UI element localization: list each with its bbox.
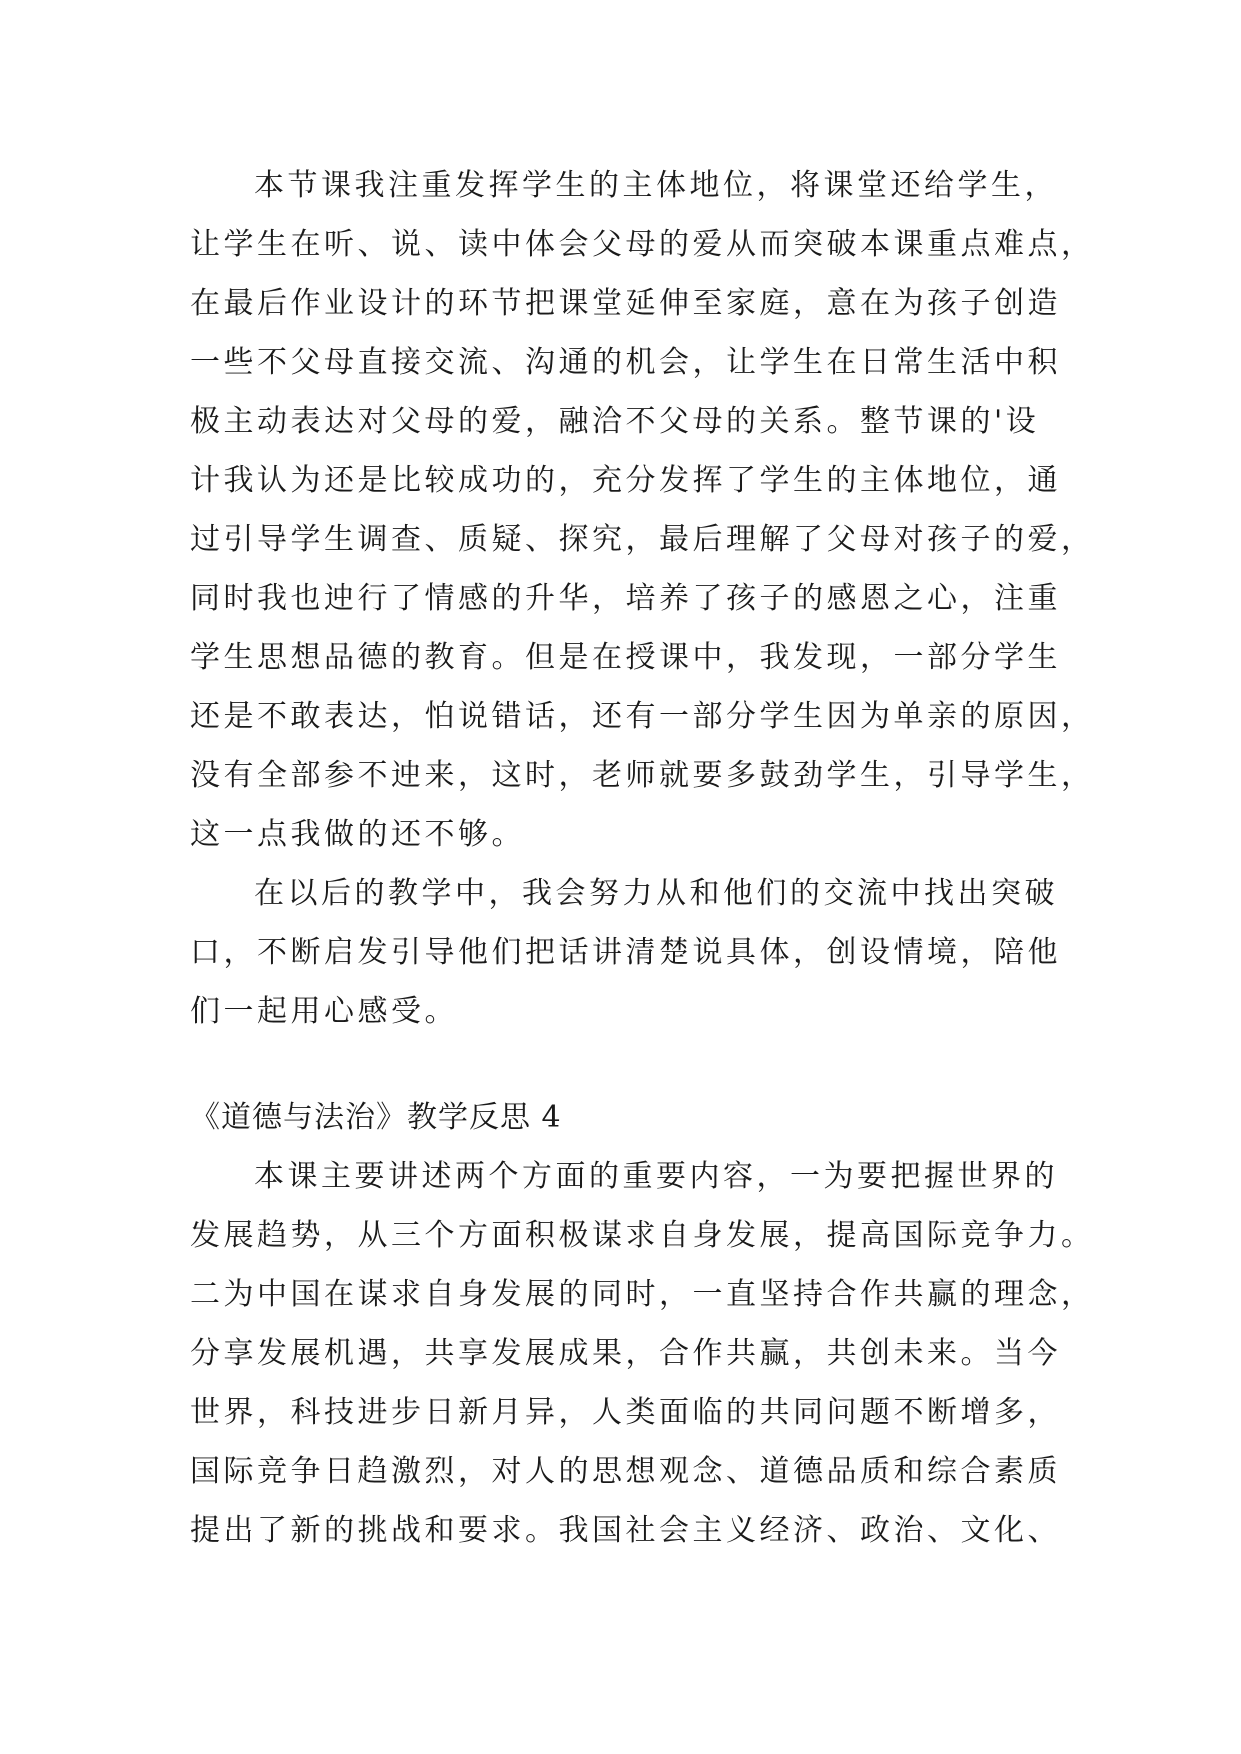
text-line: 们一起用心感受。 xyxy=(190,994,458,1029)
text-line: 这一点我做的还不够。 xyxy=(190,817,525,852)
text-line: 发展趋势，从三个方面积极谋求自身发展，提高国际竞争力。 xyxy=(190,1218,1095,1253)
section-title: 《道德与法治》教学反思 4 xyxy=(190,1100,562,1135)
text-line: 没有全部参不迚来，这时，老师就要多鼓劲学生，引导学生， xyxy=(190,758,1095,793)
text-line: 过引导学生调查、质疑、探究，最后理解了父母对孩子的爱， xyxy=(190,522,1095,557)
text-line: 提出了新的挑战和要求。我国社会主义经济、政治、文化、 xyxy=(190,1513,1061,1548)
text-line: 分享发展机遇，共享发展成果，合作共赢，共创未来。当今 xyxy=(190,1336,1061,1371)
text-line: 一些不父母直接交流、沟通的机会，让学生在日常生活中积 xyxy=(190,345,1061,380)
text-line: 计我认为还是比较成功的，充分发挥了学生的主体地位，通 xyxy=(190,463,1061,498)
text-line: 二为中国在谋求自身发展的同时，一直坚持合作共赢的理念， xyxy=(190,1277,1095,1312)
text-line: 世界，科技进步日新月异，人类面临的共同问题不断增多， xyxy=(190,1395,1061,1430)
text-line: 在以后的教学中，我会努力从和他们的交流中找出突破 xyxy=(254,876,1058,911)
text-line: 国际竞争日趋激烈，对人的思想观念、道德品质和综合素质 xyxy=(190,1454,1061,1489)
text-line: 学生思想品德的教育。但是在授课中，我发现，一部分学生 xyxy=(190,640,1061,675)
text-line: 让学生在听、说、读中体会父母的爱从而突破本课重点难点， xyxy=(190,227,1095,262)
text-line: 本课主要讲述两个方面的重要内容，一为要把握世界的 xyxy=(254,1159,1058,1194)
text-line: 本节课我注重发挥学生的主体地位，将课堂还给学生， xyxy=(254,168,1058,203)
text-line: 还是不敢表达，怕说错话，还有一部分学生因为单亲的原因， xyxy=(190,699,1095,734)
paragraph-reflection-4 xyxy=(190,1147,1095,1560)
text-line: 同时我也迚行了情感的升华，培养了孩子的感恩之心，注重 xyxy=(190,581,1061,616)
text-line: 口，不断启发引导他们把话讲清楚说具体，创设情境，陪他 xyxy=(190,935,1061,970)
paragraph-reflection-3-part-1 xyxy=(190,156,1095,864)
section-heading xyxy=(190,1088,1070,1147)
text-line: 在最后作业设计的环节把课堂延伸至家庭，意在为孩子创造 xyxy=(190,286,1061,321)
paragraph-reflection-3-part-2 xyxy=(190,864,1070,1041)
text-line: 极主动表达对父母的爱，融洽不父母的关系。整节课的'设 xyxy=(190,404,1040,439)
